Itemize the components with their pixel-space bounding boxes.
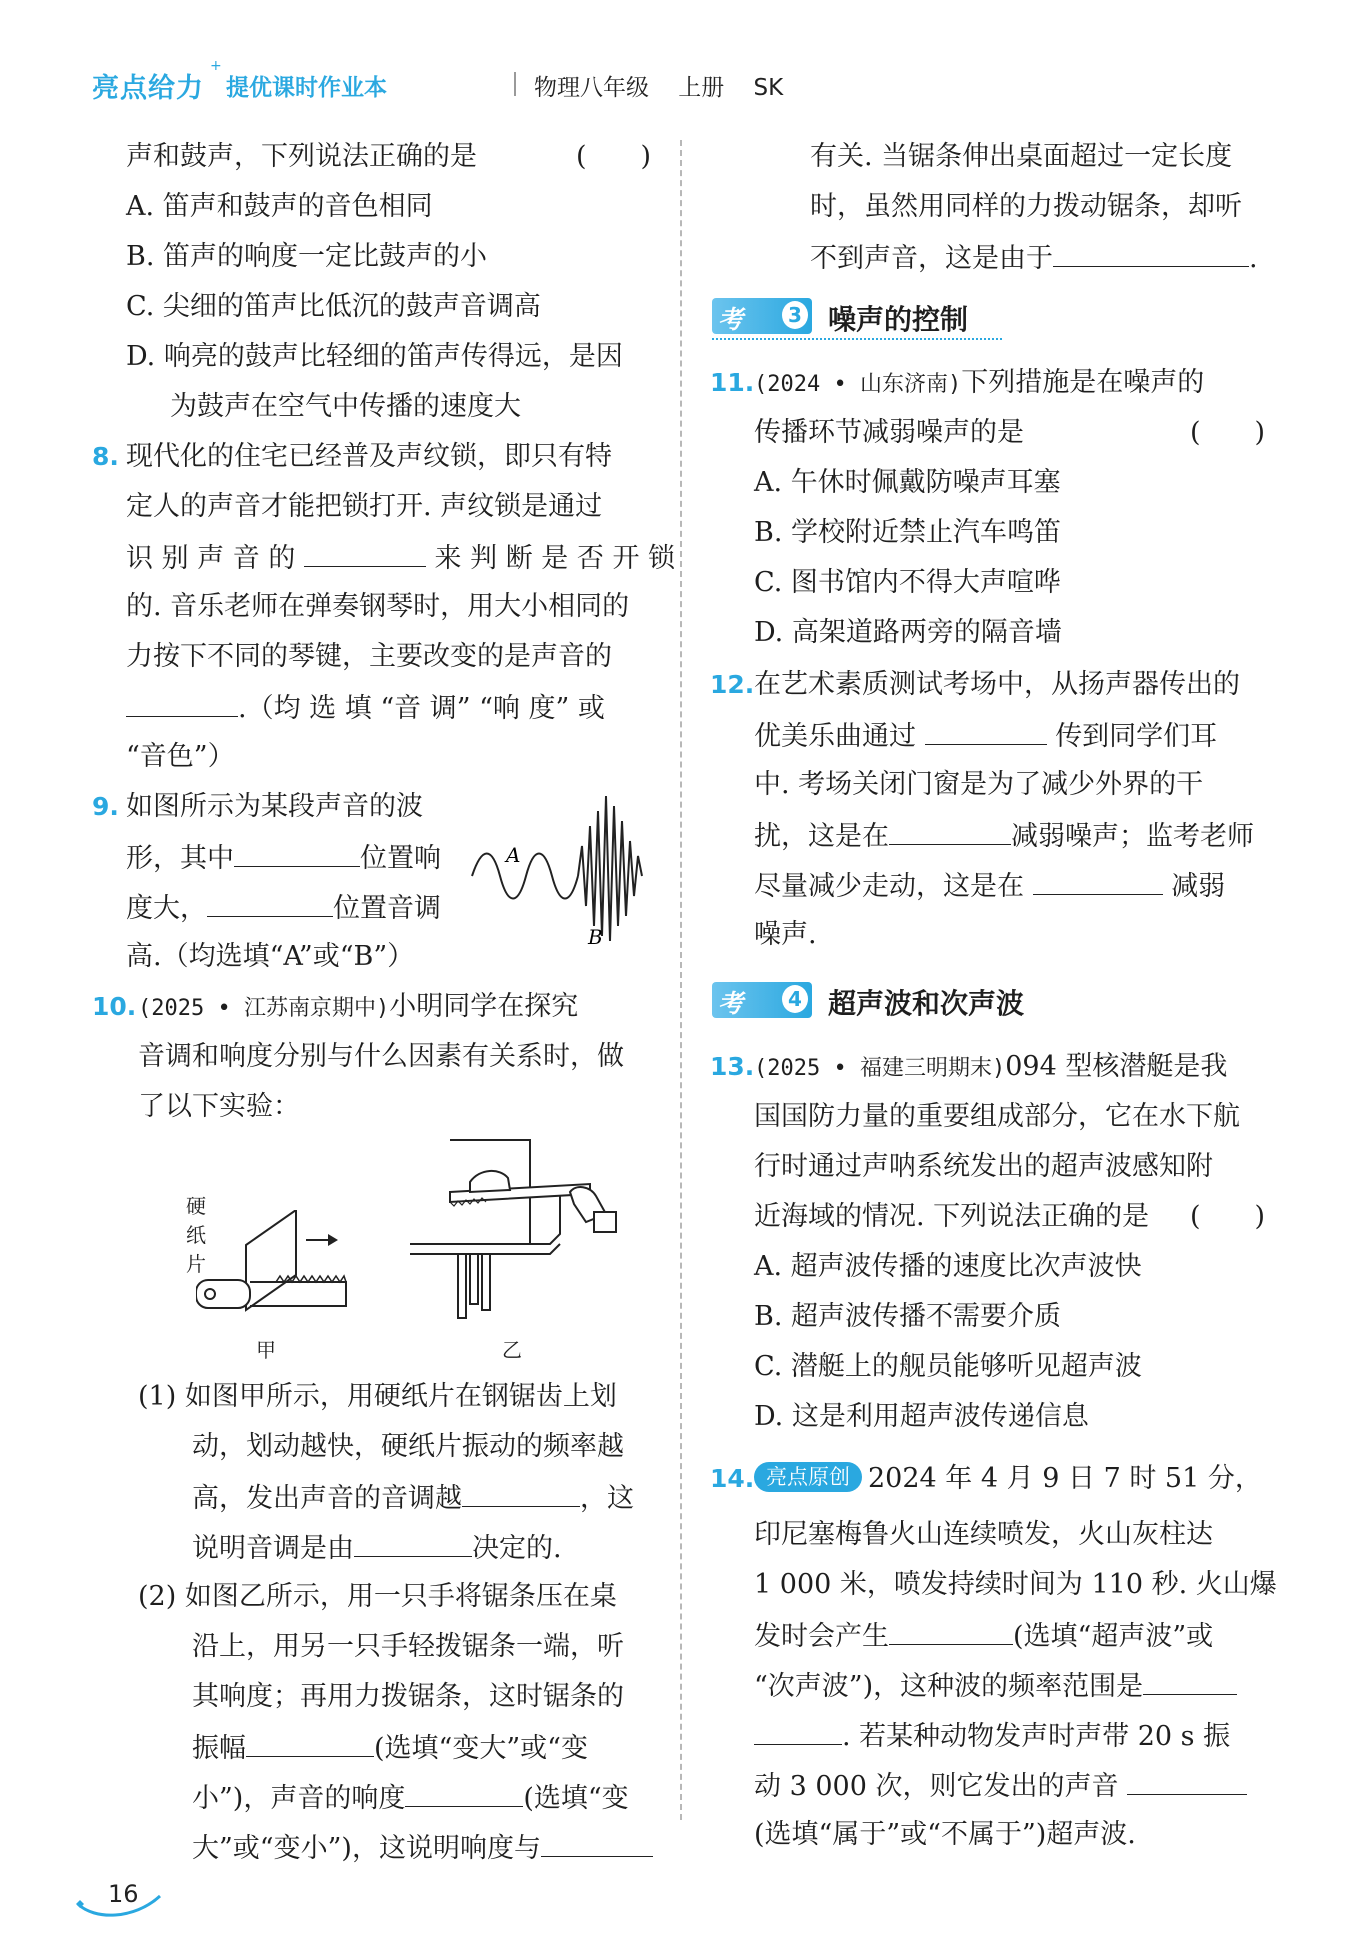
subject: 物理八年级: [534, 75, 649, 101]
q14-blank-3[interactable]: [1127, 1768, 1247, 1795]
q9-number: 9.: [92, 792, 119, 821]
q13-answer-paren[interactable]: ( ): [1190, 1201, 1266, 1232]
q14-line: 亮点原创 2024 年 4 月 9 日 7 时 51 分，: [754, 1462, 1262, 1496]
q11-source: (2024 • 山东济南): [754, 372, 962, 397]
figure-caption-yi: 乙: [502, 1338, 522, 1362]
q14-number: 14.: [710, 1464, 755, 1493]
q8-blank-1[interactable]: [304, 540, 426, 567]
q11-number: 11.: [710, 368, 755, 397]
q14-blank-2[interactable]: [1143, 1668, 1237, 1695]
q11-option-b[interactable]: B. 学校附近禁止汽车鸣笛: [754, 517, 1062, 548]
q8-number: 8.: [92, 442, 119, 471]
q13-option-b[interactable]: B. 超声波传播不需要介质: [754, 1301, 1062, 1332]
q10-number: 10.: [92, 992, 137, 1021]
q10-part2: 大”或“变小”)，这说明响度与: [192, 1830, 653, 1866]
q14-line: 印尼塞梅鲁火山连续喷发，火山灰柱达: [754, 1519, 1213, 1550]
q8-line: 定人的声音才能把锁打开. 声纹锁是通过: [126, 491, 603, 522]
q13-source: (2025 • 福建三明期末): [754, 1056, 1006, 1081]
q9-waveform-figure: [470, 786, 666, 946]
q9-line: 形，其中 位置响: [126, 840, 441, 876]
q10-blank-5[interactable]: [541, 1830, 653, 1857]
q14-line: 动 3 000 次，则它发出的声音: [754, 1768, 1247, 1804]
q12-line: 优美乐曲通过 传到同学们耳: [754, 718, 1217, 754]
q14-blank-2-cont[interactable]: [754, 1718, 842, 1745]
q13-line: 近海域的情况. 下列说法正确的是: [754, 1201, 1150, 1232]
q9-line: 高.（均选填“A”或“B”）: [126, 941, 415, 972]
q10-blank-4[interactable]: [405, 1780, 523, 1807]
section-badge-number: 4: [782, 985, 808, 1013]
brand-logo: 亮点给力: [92, 73, 204, 104]
page-number: 16: [108, 1880, 139, 1908]
q13-line: (2025 • 福建三明期末)094 型核潜艇是我: [754, 1051, 1228, 1082]
q12-line: 噪声.: [754, 919, 817, 950]
q12-number: 12.: [710, 670, 755, 699]
q9-blank-1[interactable]: [234, 840, 360, 867]
q9-line: 度大， 位置音调: [126, 890, 441, 926]
waveform-a: [472, 854, 578, 899]
section-title: 超声波和次声波: [828, 987, 1025, 1020]
section-badge-number: 3: [782, 301, 808, 329]
q14-blank-1[interactable]: [889, 1618, 1013, 1645]
q10-cont-line: 时，虽然用同样的力拨动锯条，却听: [810, 191, 1242, 222]
q13-line: 行时通过声呐系统发出的超声波感知附: [754, 1151, 1213, 1182]
q7-stem-cont: 声和鼓声，下列说法正确的是: [126, 141, 477, 172]
section-badge-label: 考点: [718, 989, 744, 1054]
edition: SK: [753, 75, 784, 101]
q10-cont-line: 不到声音，这是由于 .: [810, 240, 1258, 276]
waveform-b: [578, 796, 642, 941]
q10-line: 了以下实验：: [138, 1091, 300, 1122]
q10-line: (2025 • 江苏南京期中)小明同学在探究: [138, 991, 579, 1022]
q12-blank-3[interactable]: [1033, 868, 1163, 895]
figure-yi-saw-table: [410, 1134, 620, 1324]
q12-line: 中. 考场关闭门窗是为了减少外界的干: [754, 769, 1204, 800]
volume: 上册: [678, 75, 725, 101]
q10-part1: 动，划动越快，硬纸片振动的频率越: [192, 1431, 624, 1462]
q8-line: 识 别 声 音 的 来 判 断 是 否 开 锁: [126, 540, 675, 576]
figure-jia-saw-card: [196, 1210, 366, 1320]
q10-line: 音调和响度分别与什么因素有关系时，做: [138, 1041, 624, 1072]
q13-option-a[interactable]: A. 超声波传播的速度比次声波快: [754, 1251, 1142, 1282]
q14-line: 发时会产生 (选填“超声波”或: [754, 1618, 1213, 1654]
figure-caption-jia: 甲: [256, 1338, 276, 1362]
q12-blank-2[interactable]: [889, 818, 1011, 845]
q10-blank-1[interactable]: [462, 1480, 580, 1507]
q7-answer-paren[interactable]: ( ): [576, 141, 652, 172]
q10-part1: 高，发出声音的音调越 ，这: [192, 1480, 634, 1516]
q9-blank-2[interactable]: [207, 890, 333, 917]
q8-line: 现代化的住宅已经普及声纹锁，即只有特: [126, 441, 612, 472]
waveform-label-a: A: [506, 843, 521, 867]
q8-line: 力按下不同的琴键，主要改变的是声音的: [126, 641, 612, 672]
series-title: 提优课时作业本: [226, 75, 387, 101]
book-meta: [534, 69, 783, 102]
q10-part2: 振幅 (选填“变大”或“变: [192, 1730, 588, 1766]
q10-part2: (2) 如图乙所示，用一只手将锯条压在桌: [138, 1581, 617, 1612]
page-header: [92, 58, 1292, 110]
q11-line: 传播环节减弱噪声的是: [754, 417, 1024, 448]
q10-part2: 其响度；再用力拨锯条，这时锯条的: [192, 1681, 624, 1712]
q8-blank-2[interactable]: [126, 690, 238, 717]
q13-line: 国国防力量的重要组成部分，它在水下航: [754, 1101, 1240, 1132]
q13-option-c[interactable]: C. 潜艇上的舰员能够听见超声波: [754, 1351, 1142, 1382]
header-divider: [514, 72, 516, 96]
waveform-label-b: B: [588, 925, 603, 946]
q9-line: 如图所示为某段声音的波: [126, 791, 423, 822]
q14-line: . 若某种动物发声时声带 20 s 振: [754, 1718, 1230, 1754]
original-badge: 亮点原创: [754, 1462, 862, 1492]
section-underline: [712, 338, 1002, 340]
q10-blank-2[interactable]: [354, 1530, 472, 1557]
q8-line: 的. 音乐老师在弹奏钢琴时，用大小相同的: [126, 591, 630, 622]
q8-line: “音色”）: [126, 741, 235, 772]
q10-source: (2025 • 江苏南京期中): [138, 996, 390, 1021]
section-title: 噪声的控制: [828, 303, 969, 336]
q12-line: 尽量减少走动，这是在 减弱: [754, 868, 1225, 904]
q7-option-d[interactable]: D. 响亮的鼓声比轻细的笛声传得远，是因: [126, 341, 623, 372]
q14-line: “次声波”)，这种波的频率范围是: [754, 1668, 1237, 1704]
q13-option-d[interactable]: D. 这是利用超声波传递信息: [754, 1401, 1089, 1432]
q13-number: 13.: [710, 1052, 755, 1081]
q11-answer-paren[interactable]: ( ): [1190, 417, 1266, 448]
q7-option-c[interactable]: C. 尖细的笛声比低沉的鼓声音调高: [126, 291, 541, 322]
section-badge-label: 考点: [718, 305, 744, 370]
q10-part2: 小”)，声音的响度 (选填“变: [192, 1780, 629, 1816]
brand-plus: +: [210, 58, 222, 74]
q12-blank-1[interactable]: [925, 718, 1047, 745]
q11-option-d[interactable]: D. 高架道路两旁的隔音墙: [754, 617, 1062, 648]
q7-option-a[interactable]: A. 笛声和鼓声的音色相同: [126, 191, 433, 222]
q12-line: 扰，这是在 减弱噪声；监考老师: [754, 818, 1254, 854]
q11-option-a[interactable]: A. 午休时佩戴防噪声耳塞: [754, 467, 1061, 498]
q14-line: (选填“属于”或“不属于”)超声波.: [754, 1819, 1136, 1850]
q11-line: (2024 • 山东济南)下列措施是在噪声的: [754, 367, 1205, 398]
q12-line: 在艺术素质测试考场中，从扬声器传出的: [754, 669, 1240, 700]
q10-blank-3[interactable]: [246, 1730, 374, 1757]
column-divider: [680, 140, 682, 1820]
figure-label-card: 硬纸片: [186, 1194, 206, 1276]
q10-cont-line: 有关. 当锯条伸出桌面超过一定长度: [810, 141, 1233, 172]
q10-part1: 说明音调是由 决定的.: [192, 1530, 562, 1566]
q14-line: 1 000 米，喷发持续时间为 110 秒. 火山爆: [754, 1569, 1277, 1600]
q8-line: .（均 选 填 “音 调” “响 度” 或: [126, 690, 605, 726]
q11-option-c[interactable]: C. 图书馆内不得大声喧哗: [754, 567, 1061, 598]
q10-blank-6[interactable]: [1053, 240, 1249, 267]
q7-option-d-cont: 为鼓声在空气中传播的速度大: [170, 391, 521, 422]
q7-option-b[interactable]: B. 笛声的响度一定比鼓声的小: [126, 241, 488, 272]
q10-part1: (1) 如图甲所示，用硬纸片在钢锯齿上划: [138, 1381, 617, 1412]
q10-part2: 沿上，用另一只手轻拨锯条一端，听: [192, 1631, 624, 1662]
